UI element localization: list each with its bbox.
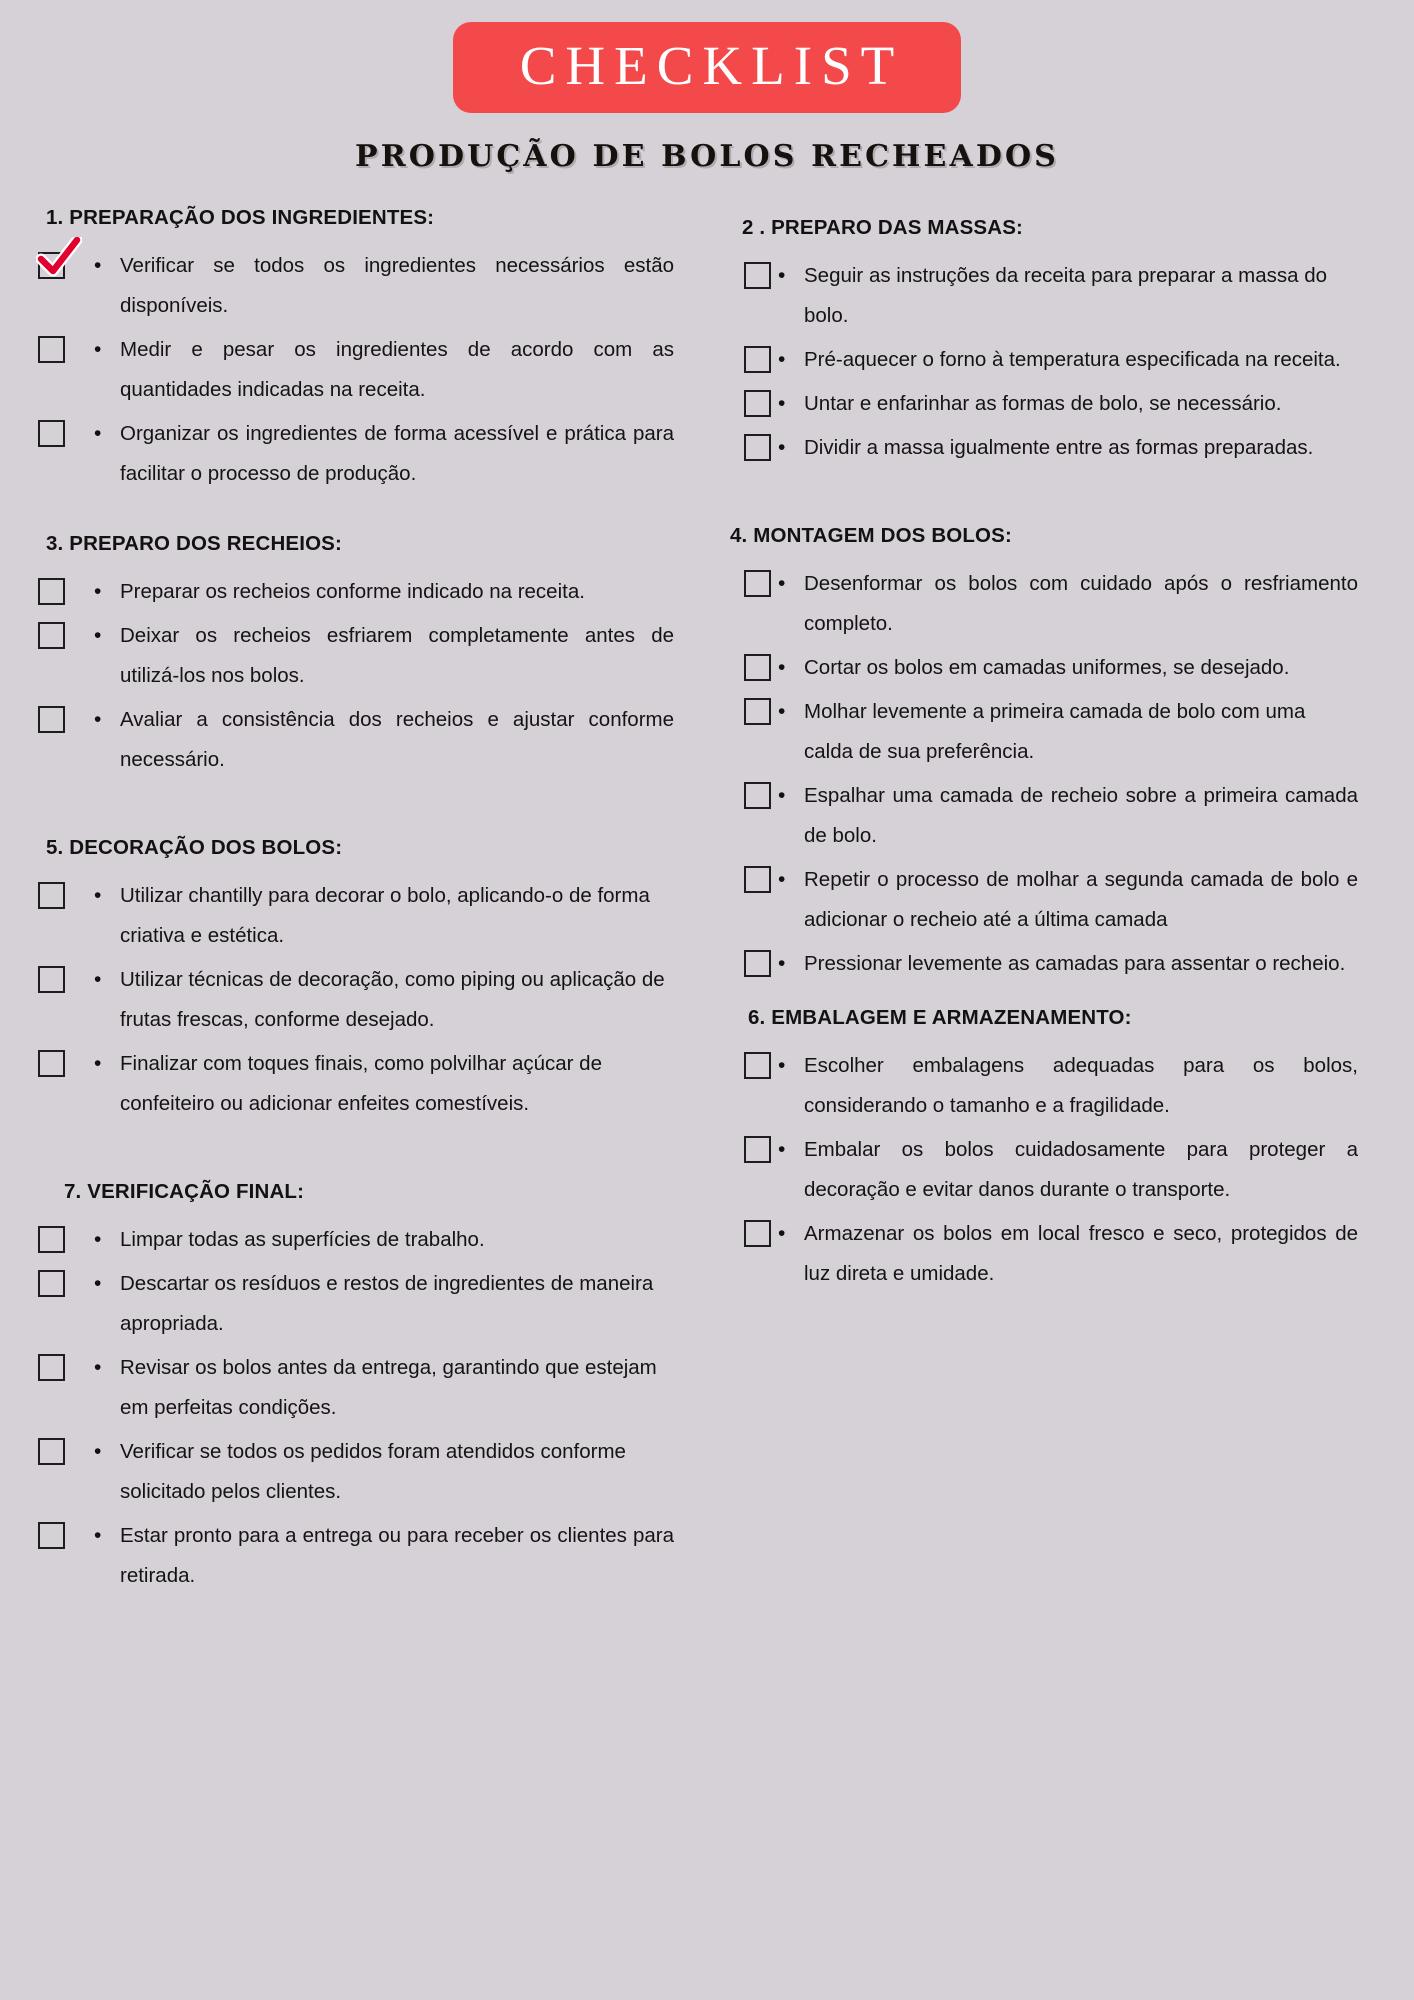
- section-title: 1. PREPARAÇÃO DOS INGREDIENTES:: [46, 206, 435, 229]
- check-mark-icon: [36, 237, 82, 281]
- checklist-item[interactable]: [38, 876, 674, 956]
- checkbox-wrapper[interactable]: [38, 1264, 94, 1297]
- checklist-item[interactable]: [722, 1046, 1358, 1126]
- checkbox-wrapper[interactable]: [38, 414, 94, 447]
- checkbox-unchecked[interactable]: [744, 434, 771, 461]
- bullet-icon: [94, 1348, 120, 1388]
- checklist-item-label: Cortar os bolos em camadas uniformes, se desejado.: [804, 656, 1290, 679]
- checklist-item-label: Repetir o processo de molhar a segunda camada de bolo e adicionar o recheio até a última camada: [804, 868, 1358, 931]
- bullet-icon: [94, 700, 120, 740]
- checklist-items: [722, 564, 1358, 984]
- checklist-section: [722, 1006, 1358, 1294]
- checkbox-unchecked[interactable]: [38, 706, 65, 733]
- checkbox-wrapper[interactable]: [722, 1214, 778, 1247]
- checklist-item[interactable]: [722, 384, 1358, 424]
- checkbox-unchecked[interactable]: [38, 622, 65, 649]
- checkbox-unchecked[interactable]: [38, 1050, 65, 1077]
- checklist-item[interactable]: [38, 246, 674, 326]
- checkbox-checked[interactable]: [38, 252, 65, 279]
- bullet-icon: [778, 776, 804, 816]
- section-title: 5. DECORAÇÃO DOS BOLOS:: [46, 836, 343, 859]
- left-column: [38, 206, 674, 1618]
- checklist-item-label: Estar pronto para a entrega ou para receber os clientes para retirada.: [120, 1524, 674, 1587]
- section-title: 6. EMBALAGEM E ARMAZENAMENTO:: [748, 1006, 1132, 1029]
- checklist-section: [722, 524, 1358, 984]
- bullet-icon: [778, 340, 804, 380]
- checkbox-unchecked[interactable]: [744, 1220, 771, 1247]
- checklist-item-label: Preparar os recheios conforme indicado na receita.: [120, 580, 585, 603]
- checklist-item[interactable]: [38, 1220, 674, 1260]
- checkbox-unchecked[interactable]: [744, 950, 771, 977]
- checklist-item-label: Utilizar técnicas de decoração, como piping ou aplicação de frutas frescas, conforme desejado.: [120, 968, 665, 1031]
- checkbox-wrapper[interactable]: [38, 960, 94, 993]
- checklist-item[interactable]: [38, 1044, 674, 1124]
- section-title: 3. PREPARO DOS RECHEIOS:: [46, 532, 342, 555]
- checklist-item[interactable]: [722, 648, 1358, 688]
- checkbox-wrapper[interactable]: [722, 564, 778, 597]
- bullet-icon: [94, 1044, 120, 1084]
- bullet-icon: [778, 256, 804, 296]
- checklist-item[interactable]: [38, 1516, 674, 1596]
- checkbox-wrapper[interactable]: [38, 700, 94, 733]
- checkbox-unchecked[interactable]: [744, 262, 771, 289]
- checkbox-wrapper[interactable]: [722, 692, 778, 725]
- checklist-item-label: Pré-aquecer o forno à temperatura especificada na receita.: [804, 348, 1341, 371]
- checklist-items: [38, 1220, 674, 1596]
- checklist-item[interactable]: [38, 1432, 674, 1512]
- checkbox-unchecked[interactable]: [38, 882, 65, 909]
- section-title: 7. VERIFICAÇÃO FINAL:: [64, 1180, 305, 1203]
- checkbox-unchecked[interactable]: [38, 578, 65, 605]
- checklist-item-label: Avaliar a consistência dos recheios e ajustar conforme necessário.: [120, 708, 674, 771]
- section-title: 2 . PREPARO DAS MASSAS:: [742, 216, 1024, 239]
- checklist-item[interactable]: [722, 776, 1358, 856]
- checklist-section: [38, 532, 674, 780]
- bullet-icon: [94, 246, 120, 286]
- checklist-item[interactable]: [38, 616, 674, 696]
- section-spacer: [722, 988, 1358, 1006]
- checklist-item[interactable]: [722, 428, 1358, 468]
- checkbox-wrapper[interactable]: [722, 1046, 778, 1079]
- checklist-item[interactable]: [722, 944, 1358, 984]
- checkbox-unchecked[interactable]: [744, 654, 771, 681]
- checklist-items: [722, 256, 1358, 468]
- bullet-icon: [778, 944, 804, 984]
- checklist-item[interactable]: [722, 1214, 1358, 1294]
- checklist-item[interactable]: [38, 572, 674, 612]
- section-title: 4. MONTAGEM DOS BOLOS:: [730, 524, 1012, 547]
- bullet-icon: [94, 1432, 120, 1472]
- bullet-icon: [778, 564, 804, 604]
- checklist-item[interactable]: [722, 564, 1358, 644]
- checklist-item-label: Finalizar com toques finais, como polvilhar açúcar de confeiteiro ou adicionar enfeites comestíveis.: [120, 1052, 602, 1115]
- checklist-item[interactable]: [38, 1264, 674, 1344]
- bullet-icon: [94, 414, 120, 454]
- checklist-item-label: Medir e pesar os ingredientes de acordo com as quantidades indicadas na receita.: [120, 338, 674, 401]
- checkbox-wrapper[interactable]: [722, 256, 778, 289]
- checkbox-unchecked[interactable]: [744, 570, 771, 597]
- checkbox-unchecked[interactable]: [38, 1522, 65, 1549]
- checkbox-wrapper[interactable]: [38, 246, 94, 279]
- checklist-item-label: Seguir as instruções da receita para preparar a massa do bolo.: [804, 264, 1328, 327]
- checkbox-unchecked[interactable]: [38, 966, 65, 993]
- bullet-icon: [778, 1130, 804, 1170]
- checkbox-unchecked[interactable]: [38, 336, 65, 363]
- checkbox-wrapper[interactable]: [722, 860, 778, 893]
- section-spacer: [38, 1128, 674, 1180]
- checkbox-unchecked[interactable]: [744, 782, 771, 809]
- checkbox-unchecked[interactable]: [744, 390, 771, 417]
- checkbox-unchecked[interactable]: [38, 1270, 65, 1297]
- checklist-item-label: Dividir a massa igualmente entre as formas preparadas.: [804, 436, 1314, 459]
- checklist-items: [38, 572, 674, 780]
- checklist-section: [38, 836, 674, 1124]
- checkbox-wrapper[interactable]: [38, 1516, 94, 1549]
- checklist-item[interactable]: [722, 340, 1358, 380]
- checkbox-wrapper[interactable]: [38, 1044, 94, 1077]
- bullet-icon: [778, 1046, 804, 1086]
- checklist-item[interactable]: [38, 330, 674, 410]
- checkbox-unchecked[interactable]: [744, 1136, 771, 1163]
- checklist-item[interactable]: [722, 692, 1358, 772]
- checklist-item-label: Revisar os bolos antes da entrega, garantindo que estejam em perfeitas condições.: [120, 1356, 657, 1419]
- bullet-icon: [94, 876, 120, 916]
- page-subtitle: PRODUÇÃO DE BOLOS RECHEADOS: [355, 139, 1059, 174]
- checklist-section: [722, 216, 1358, 468]
- checklist-item[interactable]: [722, 860, 1358, 940]
- bullet-icon: [94, 960, 120, 1000]
- bullet-icon: [778, 1214, 804, 1254]
- checklist-item[interactable]: [722, 1130, 1358, 1210]
- checkbox-unchecked[interactable]: [38, 1438, 65, 1465]
- checklist-items: [38, 876, 674, 1124]
- section-spacer: [38, 498, 674, 532]
- checkbox-unchecked[interactable]: [744, 698, 771, 725]
- checkbox-wrapper[interactable]: [722, 648, 778, 681]
- checklist-item-label: Pressionar levemente as camadas para assentar o recheio.: [804, 952, 1346, 975]
- checklist-item[interactable]: [38, 960, 674, 1040]
- checkbox-unchecked[interactable]: [744, 346, 771, 373]
- section-spacer: [722, 472, 1358, 524]
- checklist-items: [38, 246, 674, 494]
- right-column: [722, 206, 1358, 1618]
- bullet-icon: [94, 1516, 120, 1556]
- checklist-items: [722, 1046, 1358, 1294]
- bullet-icon: [94, 330, 120, 370]
- checklist-item-label: Molhar levemente a primeira camada de bolo com uma calda de sua preferência.: [804, 700, 1306, 763]
- checkbox-wrapper[interactable]: [38, 1220, 94, 1253]
- section-spacer: [38, 784, 674, 836]
- bullet-icon: [94, 616, 120, 656]
- checkbox-unchecked[interactable]: [744, 1052, 771, 1079]
- checkbox-unchecked[interactable]: [38, 1226, 65, 1253]
- checkbox-wrapper[interactable]: [38, 616, 94, 649]
- section-spacer: [38, 1600, 674, 1618]
- checkbox-unchecked[interactable]: [38, 1354, 65, 1381]
- checklist-item-label: Armazenar os bolos em local fresco e seco, protegidos de luz direta e umidade.: [804, 1222, 1358, 1285]
- checkbox-wrapper[interactable]: [38, 1432, 94, 1465]
- checkbox-wrapper[interactable]: [722, 428, 778, 461]
- checklist-item[interactable]: [38, 700, 674, 780]
- bullet-icon: [778, 428, 804, 468]
- bullet-icon: [778, 692, 804, 732]
- bullet-icon: [778, 648, 804, 688]
- checklist-item-label: Espalhar uma camada de recheio sobre a primeira camada de bolo.: [804, 784, 1358, 847]
- checklist-section: [38, 1180, 674, 1596]
- checkbox-wrapper[interactable]: [722, 776, 778, 809]
- checklist-item-label: Verificar se todos os ingredientes necessários estão disponíveis.: [120, 254, 674, 317]
- checkbox-unchecked[interactable]: [744, 866, 771, 893]
- bullet-icon: [778, 384, 804, 424]
- checklist-item[interactable]: [38, 1348, 674, 1428]
- checklist-item-label: Verificar se todos os pedidos foram atendidos conforme solicitado pelos clientes.: [120, 1440, 626, 1503]
- checklist-item-label: Desenformar os bolos com cuidado após o resfriamento completo.: [804, 572, 1358, 635]
- checkbox-wrapper[interactable]: [38, 1348, 94, 1381]
- checkbox-wrapper[interactable]: [38, 572, 94, 605]
- page-header: [0, 0, 1414, 174]
- checkbox-wrapper[interactable]: [722, 1130, 778, 1163]
- checkbox-wrapper[interactable]: [38, 330, 94, 363]
- checklist-item-label: Untar e enfarinhar as formas de bolo, se necessário.: [804, 392, 1282, 415]
- checklist-item-label: Descartar os resíduos e restos de ingredientes de maneira apropriada.: [120, 1272, 654, 1335]
- checklist-item[interactable]: [722, 256, 1358, 336]
- checkbox-wrapper[interactable]: [722, 340, 778, 373]
- checkbox-unchecked[interactable]: [38, 420, 65, 447]
- checklist-item-label: Deixar os recheios esfriarem completamente antes de utilizá-los nos bolos.: [120, 624, 674, 687]
- checkbox-wrapper[interactable]: [722, 944, 778, 977]
- bullet-icon: [778, 860, 804, 900]
- checklist-columns: [0, 206, 1414, 1618]
- checkbox-wrapper[interactable]: [722, 384, 778, 417]
- section-spacer: [722, 1298, 1358, 1316]
- checklist-item[interactable]: [38, 414, 674, 494]
- bullet-icon: [94, 1220, 120, 1260]
- checklist-item-label: Limpar todas as superfícies de trabalho.: [120, 1228, 485, 1251]
- checklist-item-label: Escolher embalagens adequadas para os bolos, considerando o tamanho e a fragilidade.: [804, 1054, 1358, 1117]
- bullet-icon: [94, 572, 120, 612]
- checklist-section: [38, 206, 674, 494]
- checklist-item-label: Embalar os bolos cuidadosamente para proteger a decoração e evitar danos durante o transporte.: [804, 1138, 1358, 1201]
- checklist-item-label: Utilizar chantilly para decorar o bolo, aplicando-o de forma criativa e estética.: [120, 884, 650, 947]
- checkbox-wrapper[interactable]: [38, 876, 94, 909]
- page-title: CHECKLIST: [453, 22, 962, 113]
- checklist-item-label: Organizar os ingredientes de forma acessível e prática para facilitar o processo de produção.: [120, 422, 674, 485]
- bullet-icon: [94, 1264, 120, 1304]
